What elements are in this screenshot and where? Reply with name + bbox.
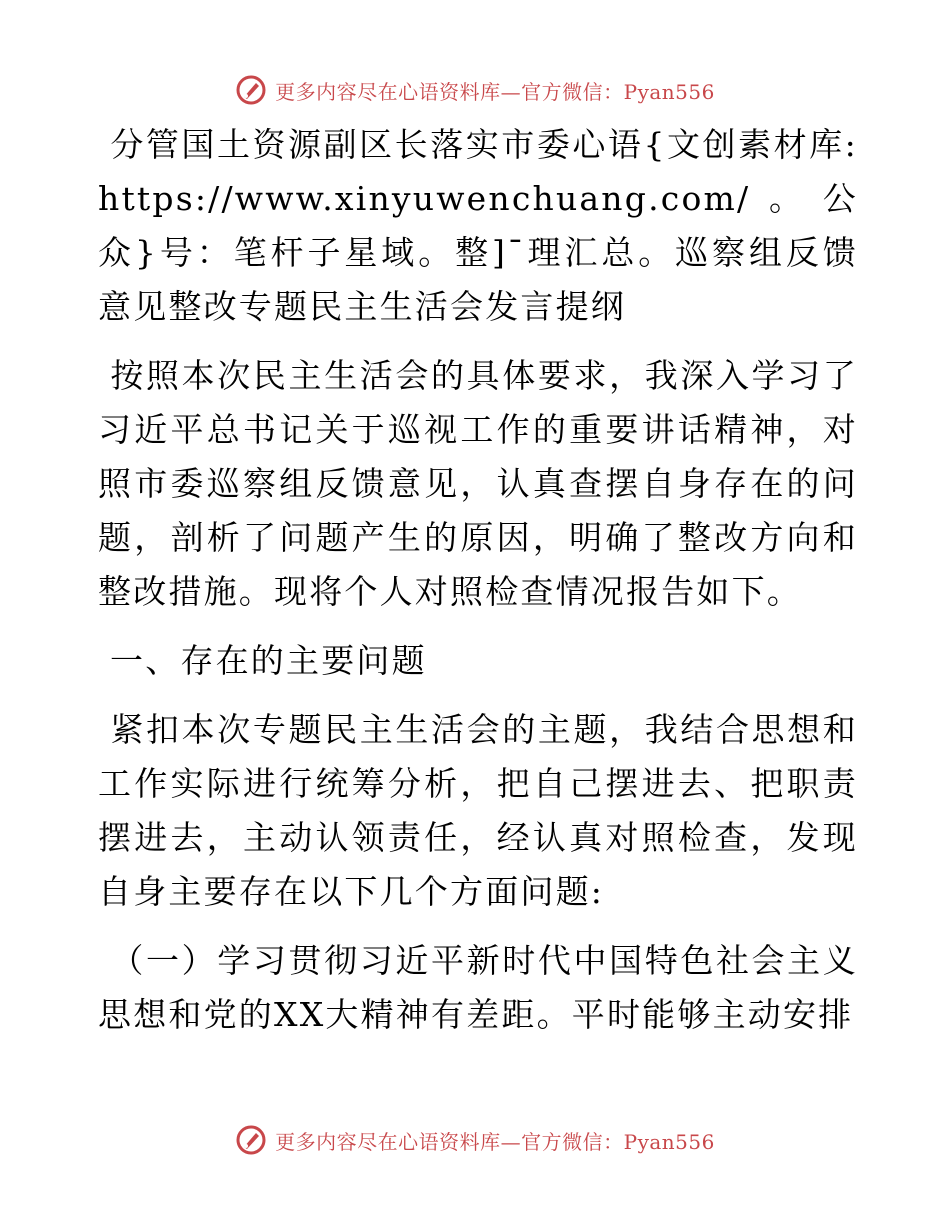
footer-watermark-banner (0, 1120, 950, 1160)
watermark-text: 更多内容尽在心语资料库—官方微信：Pyan556 (275, 79, 715, 104)
title-paragraph-text: 分管国土资源副区长落实市委心语{文创素材库:https://www.xinyuwenchuang.com/。公众}号：笔杆子星域。整]¯理汇总。巡察组反馈意见整改专题民主生活会发言提纲 (98, 125, 858, 326)
document-paragraph (98, 703, 858, 919)
document-paragraph (98, 118, 858, 334)
section-heading (98, 634, 858, 688)
paragraph-text: 按照本次民主生活会的具体要求，我深入学习了习近平总书记关于巡视工作的重要讲话精神，对照市委巡察组反馈意见，认真查摆自身存在的问题，剖析了问题产生的原因，明确了整改方向和整改措施。现将个人对照检查情况报告如下。 (98, 356, 858, 611)
watermark-text: 更多内容尽在心语资料库—官方微信：Pyan556 (275, 1129, 715, 1154)
document-body (98, 118, 858, 1057)
heading-text: 一、存在的主要问题 (110, 641, 427, 680)
paragraph-text: （一）学习贯彻习近平新时代中国特色社会主义思想和党的XX大精神有差距。平时能够主动安排 (98, 941, 858, 1034)
paragraph-text: 紧扣本次专题民主生活会的主题，我结合思想和工作实际进行统筹分析，把自己摆进去、把职责摆进去，主动认领责任，经认真对照检查，发现自身主要存在以下几个方面问题: (98, 710, 858, 911)
document-paragraph (98, 934, 858, 1042)
pen-circle-logo-icon (235, 1124, 267, 1156)
pen-circle-logo-icon (235, 74, 267, 106)
document-paragraph (98, 349, 858, 619)
header-watermark-banner (0, 70, 950, 110)
